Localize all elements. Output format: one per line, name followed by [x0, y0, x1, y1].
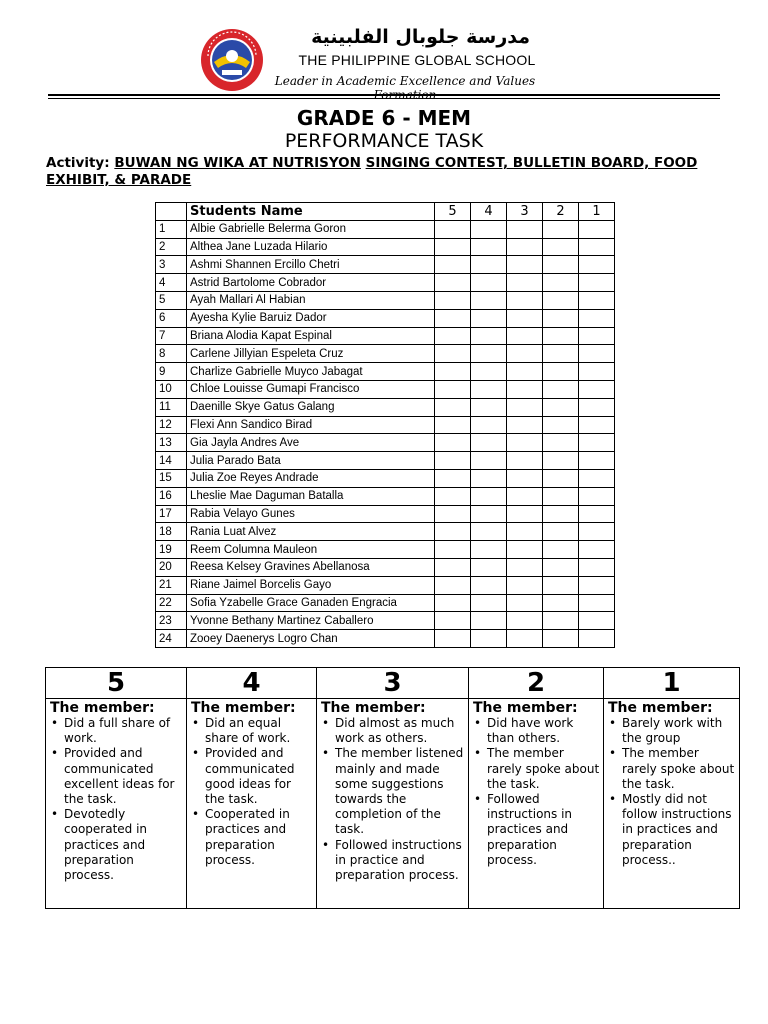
student-name: Charlize Gabrielle Muyco Jabagat	[187, 363, 435, 381]
score-cell[interactable]	[435, 238, 471, 256]
score-header: 3	[507, 203, 543, 221]
score-cell[interactable]	[435, 487, 471, 505]
score-cell[interactable]	[471, 309, 507, 327]
student-number: 1	[156, 220, 187, 238]
rubric-criterion: • Followed instructions in practices and preparation process.	[473, 792, 600, 868]
activity-events: SINGING CONTEST, BULLETIN BOARD, FOOD EXHIBIT, & PARADE	[46, 155, 698, 188]
score-cell[interactable]	[579, 416, 615, 434]
rubric-heading: The member:	[321, 700, 426, 716]
student-name: Ashmi Shannen Ercillo Chetri	[187, 256, 435, 274]
score-cell[interactable]	[579, 291, 615, 309]
score-cell[interactable]	[471, 220, 507, 238]
score-cell[interactable]	[435, 274, 471, 292]
score-header: 1	[579, 203, 615, 221]
score-cell[interactable]	[579, 274, 615, 292]
score-cell[interactable]	[579, 558, 615, 576]
student-number: 21	[156, 576, 187, 594]
score-cell[interactable]	[507, 487, 543, 505]
student-name: Albie Gabrielle Belerma Goron	[187, 220, 435, 238]
score-cell[interactable]	[507, 380, 543, 398]
table-row	[156, 220, 615, 238]
rubric-table	[45, 667, 740, 909]
score-cell[interactable]	[579, 505, 615, 523]
rubric-criteria-list	[321, 716, 465, 883]
score-cell[interactable]	[543, 345, 579, 363]
score-cell[interactable]	[435, 416, 471, 434]
score-cell[interactable]	[435, 309, 471, 327]
score-cell[interactable]	[471, 380, 507, 398]
table-row	[156, 469, 615, 487]
score-cell[interactable]	[543, 309, 579, 327]
student-number: 6	[156, 309, 187, 327]
rubric-criteria-list	[608, 716, 736, 868]
student-number: 23	[156, 612, 187, 630]
student-name: Ayesha Kylie Baruiz Dador	[187, 309, 435, 327]
student-name: Reem Columna Mauleon	[187, 541, 435, 559]
student-number: 3	[156, 256, 187, 274]
rubric-score: 2	[469, 668, 604, 699]
rubric-score: 3	[317, 668, 469, 699]
table-row	[156, 327, 615, 345]
rubric-heading: The member:	[50, 700, 155, 716]
score-cell[interactable]	[543, 434, 579, 452]
table-row	[156, 594, 615, 612]
table-row	[156, 256, 615, 274]
score-cell[interactable]	[471, 274, 507, 292]
score-cell[interactable]	[543, 380, 579, 398]
header-divider-thin	[48, 98, 720, 99]
score-cell[interactable]	[435, 594, 471, 612]
score-cell[interactable]	[543, 487, 579, 505]
score-cell[interactable]	[507, 541, 543, 559]
student-number: 24	[156, 630, 187, 648]
score-cell[interactable]	[543, 452, 579, 470]
score-cell[interactable]	[507, 345, 543, 363]
school-motto: Leader in Academic Excellence and Values Formation	[274, 74, 536, 102]
score-cell[interactable]	[543, 505, 579, 523]
score-cell[interactable]	[435, 505, 471, 523]
activity-line	[46, 155, 736, 189]
student-name: Astrid Bartolome Cobrador	[187, 274, 435, 292]
score-cell[interactable]	[579, 327, 615, 345]
rubric-criterion: • Did an equal share of work.	[191, 716, 313, 746]
score-cell[interactable]	[543, 630, 579, 648]
student-number: 5	[156, 291, 187, 309]
score-cell[interactable]	[471, 576, 507, 594]
table-row	[156, 523, 615, 541]
rubric-criterion: • Did have work than others.	[473, 716, 600, 746]
score-cell[interactable]	[507, 327, 543, 345]
table-row	[156, 398, 615, 416]
score-cell[interactable]	[579, 612, 615, 630]
rubric-criteria-cell	[317, 699, 469, 909]
student-name: Rabia Velayo Gunes	[187, 505, 435, 523]
students-name-header: Students Name	[187, 203, 435, 221]
score-cell[interactable]	[471, 345, 507, 363]
table-row	[156, 630, 615, 648]
student-number: 18	[156, 523, 187, 541]
score-cell[interactable]	[543, 523, 579, 541]
student-number: 4	[156, 274, 187, 292]
score-cell[interactable]	[435, 398, 471, 416]
score-cell[interactable]	[471, 612, 507, 630]
table-row	[156, 291, 615, 309]
score-cell[interactable]	[543, 576, 579, 594]
score-cell[interactable]	[579, 487, 615, 505]
rubric-criterion: • Barely work with the group	[608, 716, 736, 746]
score-cell[interactable]	[471, 594, 507, 612]
score-cell[interactable]	[543, 256, 579, 274]
rubric-score-row	[46, 668, 740, 699]
student-number: 14	[156, 452, 187, 470]
score-cell[interactable]	[507, 558, 543, 576]
activity-label: Activity:	[46, 155, 110, 171]
score-cell[interactable]	[471, 541, 507, 559]
score-cell[interactable]	[471, 327, 507, 345]
rubric-score: 4	[187, 668, 317, 699]
score-cell[interactable]	[579, 220, 615, 238]
student-name: Sofia Yzabelle Grace Ganaden Engracia	[187, 594, 435, 612]
score-cell[interactable]	[435, 558, 471, 576]
student-number: 9	[156, 363, 187, 381]
score-header: 5	[435, 203, 471, 221]
score-cell[interactable]	[543, 416, 579, 434]
rubric-criteria-list	[50, 716, 183, 883]
rubric-criteria-cell	[469, 699, 604, 909]
rubric-criterion: • Provided and communicated excellent ideas for the task.	[50, 746, 183, 807]
score-cell[interactable]	[579, 469, 615, 487]
score-cell[interactable]	[435, 630, 471, 648]
table-row	[156, 487, 615, 505]
score-cell[interactable]	[471, 452, 507, 470]
score-cell[interactable]	[543, 398, 579, 416]
student-name: Julia Parado Bata	[187, 452, 435, 470]
table-row	[156, 434, 615, 452]
score-cell[interactable]	[471, 505, 507, 523]
score-cell[interactable]	[507, 469, 543, 487]
table-row	[156, 238, 615, 256]
rubric-criterion: • The member rarely spoke about the task.	[608, 746, 736, 792]
score-cell[interactable]	[435, 256, 471, 274]
score-cell[interactable]	[507, 452, 543, 470]
rubric-criteria-list	[191, 716, 313, 868]
table-row	[156, 612, 615, 630]
score-cell[interactable]	[507, 612, 543, 630]
student-name: Chloe Louisse Gumapi Francisco	[187, 380, 435, 398]
student-name: Zooey Daenerys Logro Chan	[187, 630, 435, 648]
score-cell[interactable]	[579, 309, 615, 327]
score-cell[interactable]	[543, 612, 579, 630]
rubric-criteria-cell	[604, 699, 740, 909]
score-cell[interactable]	[507, 630, 543, 648]
score-cell[interactable]	[435, 523, 471, 541]
score-cell[interactable]	[579, 398, 615, 416]
student-name: Briana Alodia Kapat Espinal	[187, 327, 435, 345]
score-cell[interactable]	[471, 238, 507, 256]
rubric-score: 5	[46, 668, 187, 699]
score-cell[interactable]	[471, 630, 507, 648]
grade-title: GRADE 6 - MEM	[296, 106, 472, 130]
table-row	[156, 576, 615, 594]
score-cell[interactable]	[579, 238, 615, 256]
score-cell[interactable]	[579, 380, 615, 398]
score-cell[interactable]	[435, 363, 471, 381]
student-number: 16	[156, 487, 187, 505]
score-cell[interactable]	[579, 256, 615, 274]
score-cell[interactable]	[471, 398, 507, 416]
rubric-score: 1	[604, 668, 740, 699]
table-row	[156, 505, 615, 523]
index-header	[156, 203, 187, 221]
student-number: 17	[156, 505, 187, 523]
score-cell[interactable]	[543, 363, 579, 381]
score-cell[interactable]	[435, 612, 471, 630]
student-name: Yvonne Bethany Martinez Caballero	[187, 612, 435, 630]
score-cell[interactable]	[543, 469, 579, 487]
student-name: Daenille Skye Gatus Galang	[187, 398, 435, 416]
header-divider	[48, 94, 720, 96]
students-score-table	[155, 202, 615, 648]
rubric-criterion: • Cooperated in practices and preparation process.	[191, 807, 313, 868]
student-number: 12	[156, 416, 187, 434]
score-cell[interactable]	[579, 523, 615, 541]
score-cell[interactable]	[471, 291, 507, 309]
score-cell[interactable]	[435, 452, 471, 470]
score-cell[interactable]	[471, 469, 507, 487]
rubric-criterion: • Devotedly cooperated in practices and preparation process.	[50, 807, 183, 883]
score-cell[interactable]	[579, 541, 615, 559]
score-cell[interactable]	[507, 309, 543, 327]
table-row	[156, 416, 615, 434]
score-cell[interactable]	[543, 327, 579, 345]
score-cell[interactable]	[471, 487, 507, 505]
score-cell[interactable]	[435, 291, 471, 309]
score-cell[interactable]	[507, 416, 543, 434]
score-cell[interactable]	[507, 256, 543, 274]
student-name: Carlene Jillyian Espeleta Cruz	[187, 345, 435, 363]
school-name-arabic: مدرسة جلوبال الفلبينية	[311, 26, 530, 48]
score-cell[interactable]	[435, 327, 471, 345]
score-cell[interactable]	[471, 523, 507, 541]
table-row	[156, 541, 615, 559]
score-cell[interactable]	[579, 434, 615, 452]
student-name: Flexi Ann Sandico Birad	[187, 416, 435, 434]
rubric-heading: The member:	[191, 700, 296, 716]
student-number: 13	[156, 434, 187, 452]
student-number: 8	[156, 345, 187, 363]
score-cell[interactable]	[435, 434, 471, 452]
score-cell[interactable]	[507, 594, 543, 612]
score-cell[interactable]	[543, 541, 579, 559]
student-number: 22	[156, 594, 187, 612]
score-cell[interactable]	[471, 434, 507, 452]
table-row	[156, 380, 615, 398]
rubric-criterion: • The member listened mainly and made some suggestions towards the completion of the task.	[321, 746, 465, 837]
score-cell[interactable]	[435, 345, 471, 363]
score-cell[interactable]	[435, 541, 471, 559]
student-number: 7	[156, 327, 187, 345]
score-cell[interactable]	[579, 345, 615, 363]
rubric-description-row	[46, 699, 740, 909]
score-cell[interactable]	[579, 576, 615, 594]
rubric-criterion: • Mostly did not follow instructions in practices and preparation process..	[608, 792, 736, 868]
table-row	[156, 274, 615, 292]
score-cell[interactable]	[579, 363, 615, 381]
student-name: Julia Zoe Reyes Andrade	[187, 469, 435, 487]
score-cell[interactable]	[579, 594, 615, 612]
rubric-heading: The member:	[608, 700, 713, 716]
rubric-criterion: • The member rarely spoke about the task.	[473, 746, 600, 792]
score-cell[interactable]	[435, 220, 471, 238]
rubric-criterion: • Provided and communicated good ideas for the task.	[191, 746, 313, 807]
rubric-criterion: • Followed instructions in practice and preparation process.	[321, 838, 465, 884]
rubric-criteria-list	[473, 716, 600, 868]
score-cell[interactable]	[435, 469, 471, 487]
table-row	[156, 452, 615, 470]
student-number: 2	[156, 238, 187, 256]
rubric-heading: The member:	[473, 700, 578, 716]
score-header: 4	[471, 203, 507, 221]
score-cell[interactable]	[507, 576, 543, 594]
score-cell[interactable]	[579, 452, 615, 470]
rubric-criteria-cell	[187, 699, 317, 909]
score-cell[interactable]	[507, 274, 543, 292]
score-cell[interactable]	[507, 523, 543, 541]
student-number: 15	[156, 469, 187, 487]
student-name: Gia Jayla Andres Ave	[187, 434, 435, 452]
student-name: Althea Jane Luzada Hilario	[187, 238, 435, 256]
rubric-criterion: • Did a full share of work.	[50, 716, 183, 746]
student-name: Riane Jaimel Borcelis Gayo	[187, 576, 435, 594]
score-cell[interactable]	[435, 380, 471, 398]
score-cell[interactable]	[507, 434, 543, 452]
score-cell[interactable]	[543, 220, 579, 238]
score-cell[interactable]	[471, 363, 507, 381]
student-number: 10	[156, 380, 187, 398]
score-cell[interactable]	[507, 505, 543, 523]
score-header: 2	[543, 203, 579, 221]
performance-task-title: PERFORMANCE TASK	[284, 130, 484, 152]
student-name: Reesa Kelsey Gravines Abellanosa	[187, 558, 435, 576]
score-cell[interactable]	[543, 274, 579, 292]
table-row	[156, 345, 615, 363]
table-row	[156, 363, 615, 381]
activity-name: BUWAN NG WIKA AT NUTRISYON	[114, 155, 361, 171]
student-number: 20	[156, 558, 187, 576]
score-cell[interactable]	[507, 398, 543, 416]
student-number: 19	[156, 541, 187, 559]
score-cell[interactable]	[507, 220, 543, 238]
student-name: Rania Luat Alvez	[187, 523, 435, 541]
school-name: THE PHILIPPINE GLOBAL SCHOOL	[298, 52, 536, 68]
table-row	[156, 558, 615, 576]
score-cell[interactable]	[471, 558, 507, 576]
table-header-row	[156, 203, 615, 221]
student-name: Ayah Mallari Al Habian	[187, 291, 435, 309]
score-cell[interactable]	[507, 238, 543, 256]
score-cell[interactable]	[471, 416, 507, 434]
rubric-criteria-cell	[46, 699, 187, 909]
score-cell[interactable]	[507, 291, 543, 309]
student-number: 11	[156, 398, 187, 416]
score-cell[interactable]	[507, 363, 543, 381]
score-cell[interactable]	[579, 630, 615, 648]
score-cell[interactable]	[543, 291, 579, 309]
score-cell[interactable]	[543, 558, 579, 576]
rubric-criterion: • Did almost as much work as others.	[321, 716, 465, 746]
student-name: Lheslie Mae Daguman Batalla	[187, 487, 435, 505]
score-cell[interactable]	[543, 238, 579, 256]
score-cell[interactable]	[471, 256, 507, 274]
score-cell[interactable]	[543, 594, 579, 612]
table-row	[156, 309, 615, 327]
score-cell[interactable]	[435, 576, 471, 594]
